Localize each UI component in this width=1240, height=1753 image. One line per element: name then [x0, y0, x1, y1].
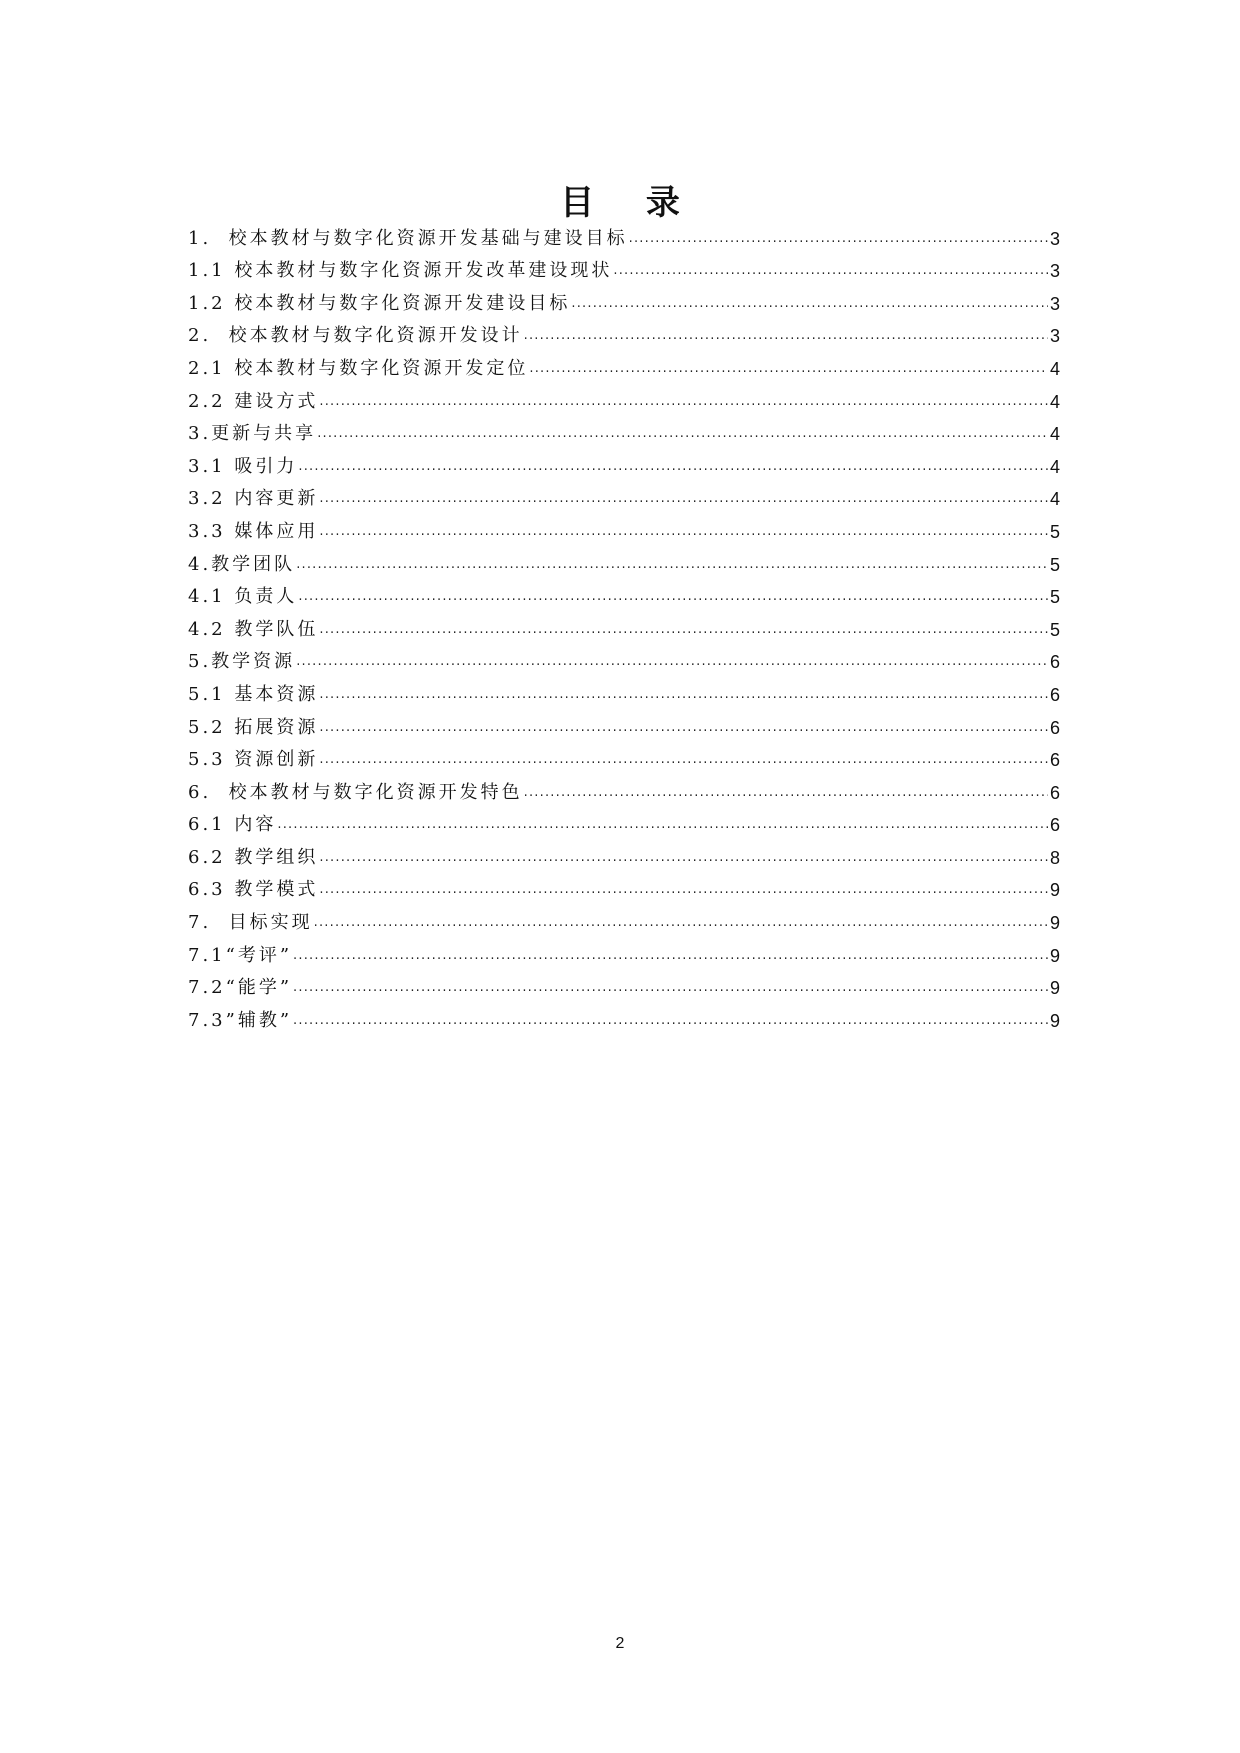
toc-entry[interactable]	[188, 282, 1060, 315]
toc-entry-label: 5.3 资源创新	[188, 749, 319, 771]
toc-entry-page: 8	[1049, 847, 1060, 868]
toc-entry-label: 1.1 校本教材与数字化资源开发改革建设现状	[188, 260, 613, 282]
toc-entry-page: 4	[1049, 456, 1060, 477]
toc-entry-page: 6	[1049, 652, 1060, 673]
toc-entry[interactable]	[188, 478, 1060, 511]
toc-entry-label: 4.教学团队	[188, 553, 296, 575]
toc-dot-leader	[319, 488, 1048, 510]
toc-entry-label: 3.更新与共享	[188, 423, 317, 445]
toc-entry-page: 9	[1049, 1010, 1060, 1031]
toc-entry-label: 2.1 校本教材与数字化资源开发定位	[188, 357, 529, 379]
toc-dot-leader	[571, 293, 1048, 315]
toc-entry-label: 6.2 教学组织	[188, 846, 319, 868]
toc-dot-leader	[293, 1010, 1048, 1032]
toc-entry-label: 1. 校本教材与数字化资源开发基础与建设目标	[188, 227, 628, 249]
toc-entry[interactable]	[188, 608, 1060, 641]
toc-entry[interactable]	[188, 576, 1060, 609]
toc-entry-label: 6.3 教学模式	[188, 879, 319, 901]
toc-entry[interactable]	[188, 641, 1060, 674]
toc-entry-page: 4	[1049, 489, 1060, 510]
toc-entry-label: 4.1 负责人	[188, 586, 298, 608]
toc-entry-page: 3	[1049, 326, 1060, 347]
toc-dot-leader	[314, 912, 1048, 934]
toc-dot-leader	[277, 814, 1048, 836]
toc-entry-label: 2.2 建设方式	[188, 390, 319, 412]
toc-dot-leader	[319, 749, 1048, 771]
toc-entry-label: 5.1 基本资源	[188, 683, 319, 705]
toc-list	[188, 217, 1060, 1032]
toc-entry[interactable]	[188, 999, 1060, 1032]
toc-entry[interactable]	[188, 445, 1060, 478]
toc-entry[interactable]	[188, 739, 1060, 772]
toc-dot-leader	[319, 619, 1048, 641]
toc-entry-label: 5.教学资源	[188, 651, 296, 673]
toc-entry[interactable]	[188, 804, 1060, 837]
toc-entry[interactable]	[188, 413, 1060, 446]
toc-dot-leader	[529, 358, 1048, 380]
toc-dot-leader	[298, 456, 1048, 478]
toc-entry[interactable]	[188, 510, 1060, 543]
toc-dot-leader	[319, 684, 1048, 706]
toc-entry-label: 6. 校本教材与数字化资源开发特色	[188, 781, 523, 803]
toc-entry-label: 3.1 吸引力	[188, 455, 298, 477]
toc-dot-leader	[293, 945, 1048, 967]
toc-entry[interactable]	[188, 771, 1060, 804]
toc-entry-page: 9	[1049, 913, 1060, 934]
toc-dot-leader	[524, 782, 1048, 804]
toc-entry-page: 4	[1049, 358, 1060, 379]
toc-entry-label: 4.2 教学队伍	[188, 618, 319, 640]
toc-dot-leader	[298, 586, 1048, 608]
toc-entry-page: 6	[1049, 815, 1060, 836]
toc-dot-leader	[319, 521, 1048, 543]
toc-entry-label: 2. 校本教材与数字化资源开发设计	[188, 325, 523, 347]
toc-entry-page: 3	[1049, 228, 1060, 249]
toc-entry-page: 5	[1049, 619, 1060, 640]
toc-entry-page: 6	[1049, 750, 1060, 771]
toc-entry-label: 7.1“考评”	[188, 944, 293, 966]
toc-dot-leader	[319, 391, 1048, 413]
page-number: 2	[615, 1635, 625, 1652]
toc-entry-label: 7.3”辅教”	[188, 1009, 293, 1031]
toc-entry-page: 9	[1049, 945, 1060, 966]
toc-entry[interactable]	[188, 934, 1060, 967]
toc-entry-label: 5.2 拓展资源	[188, 716, 319, 738]
toc-entry[interactable]	[188, 250, 1060, 283]
toc-entry-page: 3	[1049, 293, 1060, 314]
toc-entry-label: 6.1 内容	[188, 814, 277, 836]
toc-entry-label: 3.3 媒体应用	[188, 520, 319, 542]
toc-entry[interactable]	[188, 217, 1060, 250]
toc-entry[interactable]	[188, 901, 1060, 934]
toc-title: 目 录	[560, 182, 700, 223]
toc-entry-page: 4	[1049, 391, 1060, 412]
toc-entry[interactable]	[188, 706, 1060, 739]
toc-entry[interactable]	[188, 673, 1060, 706]
toc-dot-leader	[319, 717, 1048, 739]
toc-entry-label: 1.2 校本教材与数字化资源开发建设目标	[188, 292, 571, 314]
toc-entry-page: 3	[1049, 261, 1060, 282]
toc-dot-leader	[296, 651, 1048, 673]
toc-entry-label: 7. 目标实现	[188, 912, 313, 934]
toc-entry-page: 9	[1049, 978, 1060, 999]
toc-entry[interactable]	[188, 380, 1060, 413]
toc-dot-leader	[629, 228, 1048, 250]
toc-entry[interactable]	[188, 967, 1060, 1000]
toc-entry-label: 7.2“能学”	[188, 977, 293, 999]
toc-entry-page: 5	[1049, 521, 1060, 542]
toc-entry-page: 9	[1049, 880, 1060, 901]
toc-dot-leader	[613, 260, 1048, 282]
toc-entry[interactable]	[188, 347, 1060, 380]
toc-dot-leader	[319, 847, 1048, 869]
toc-entry[interactable]	[188, 315, 1060, 348]
toc-entry-label: 3.2 内容更新	[188, 488, 319, 510]
toc-entry[interactable]	[188, 836, 1060, 869]
toc-dot-leader	[524, 325, 1048, 347]
toc-dot-leader	[317, 423, 1048, 445]
toc-entry-page: 5	[1049, 554, 1060, 575]
toc-entry-page: 4	[1049, 424, 1060, 445]
toc-dot-leader	[293, 977, 1048, 999]
toc-dot-leader	[296, 554, 1048, 576]
toc-entry[interactable]	[188, 543, 1060, 576]
toc-entry-page: 6	[1049, 717, 1060, 738]
toc-entry-page: 5	[1049, 587, 1060, 608]
toc-entry[interactable]	[188, 869, 1060, 902]
toc-dot-leader	[319, 879, 1048, 901]
toc-entry-page: 6	[1049, 684, 1060, 705]
toc-entry-page: 6	[1049, 782, 1060, 803]
